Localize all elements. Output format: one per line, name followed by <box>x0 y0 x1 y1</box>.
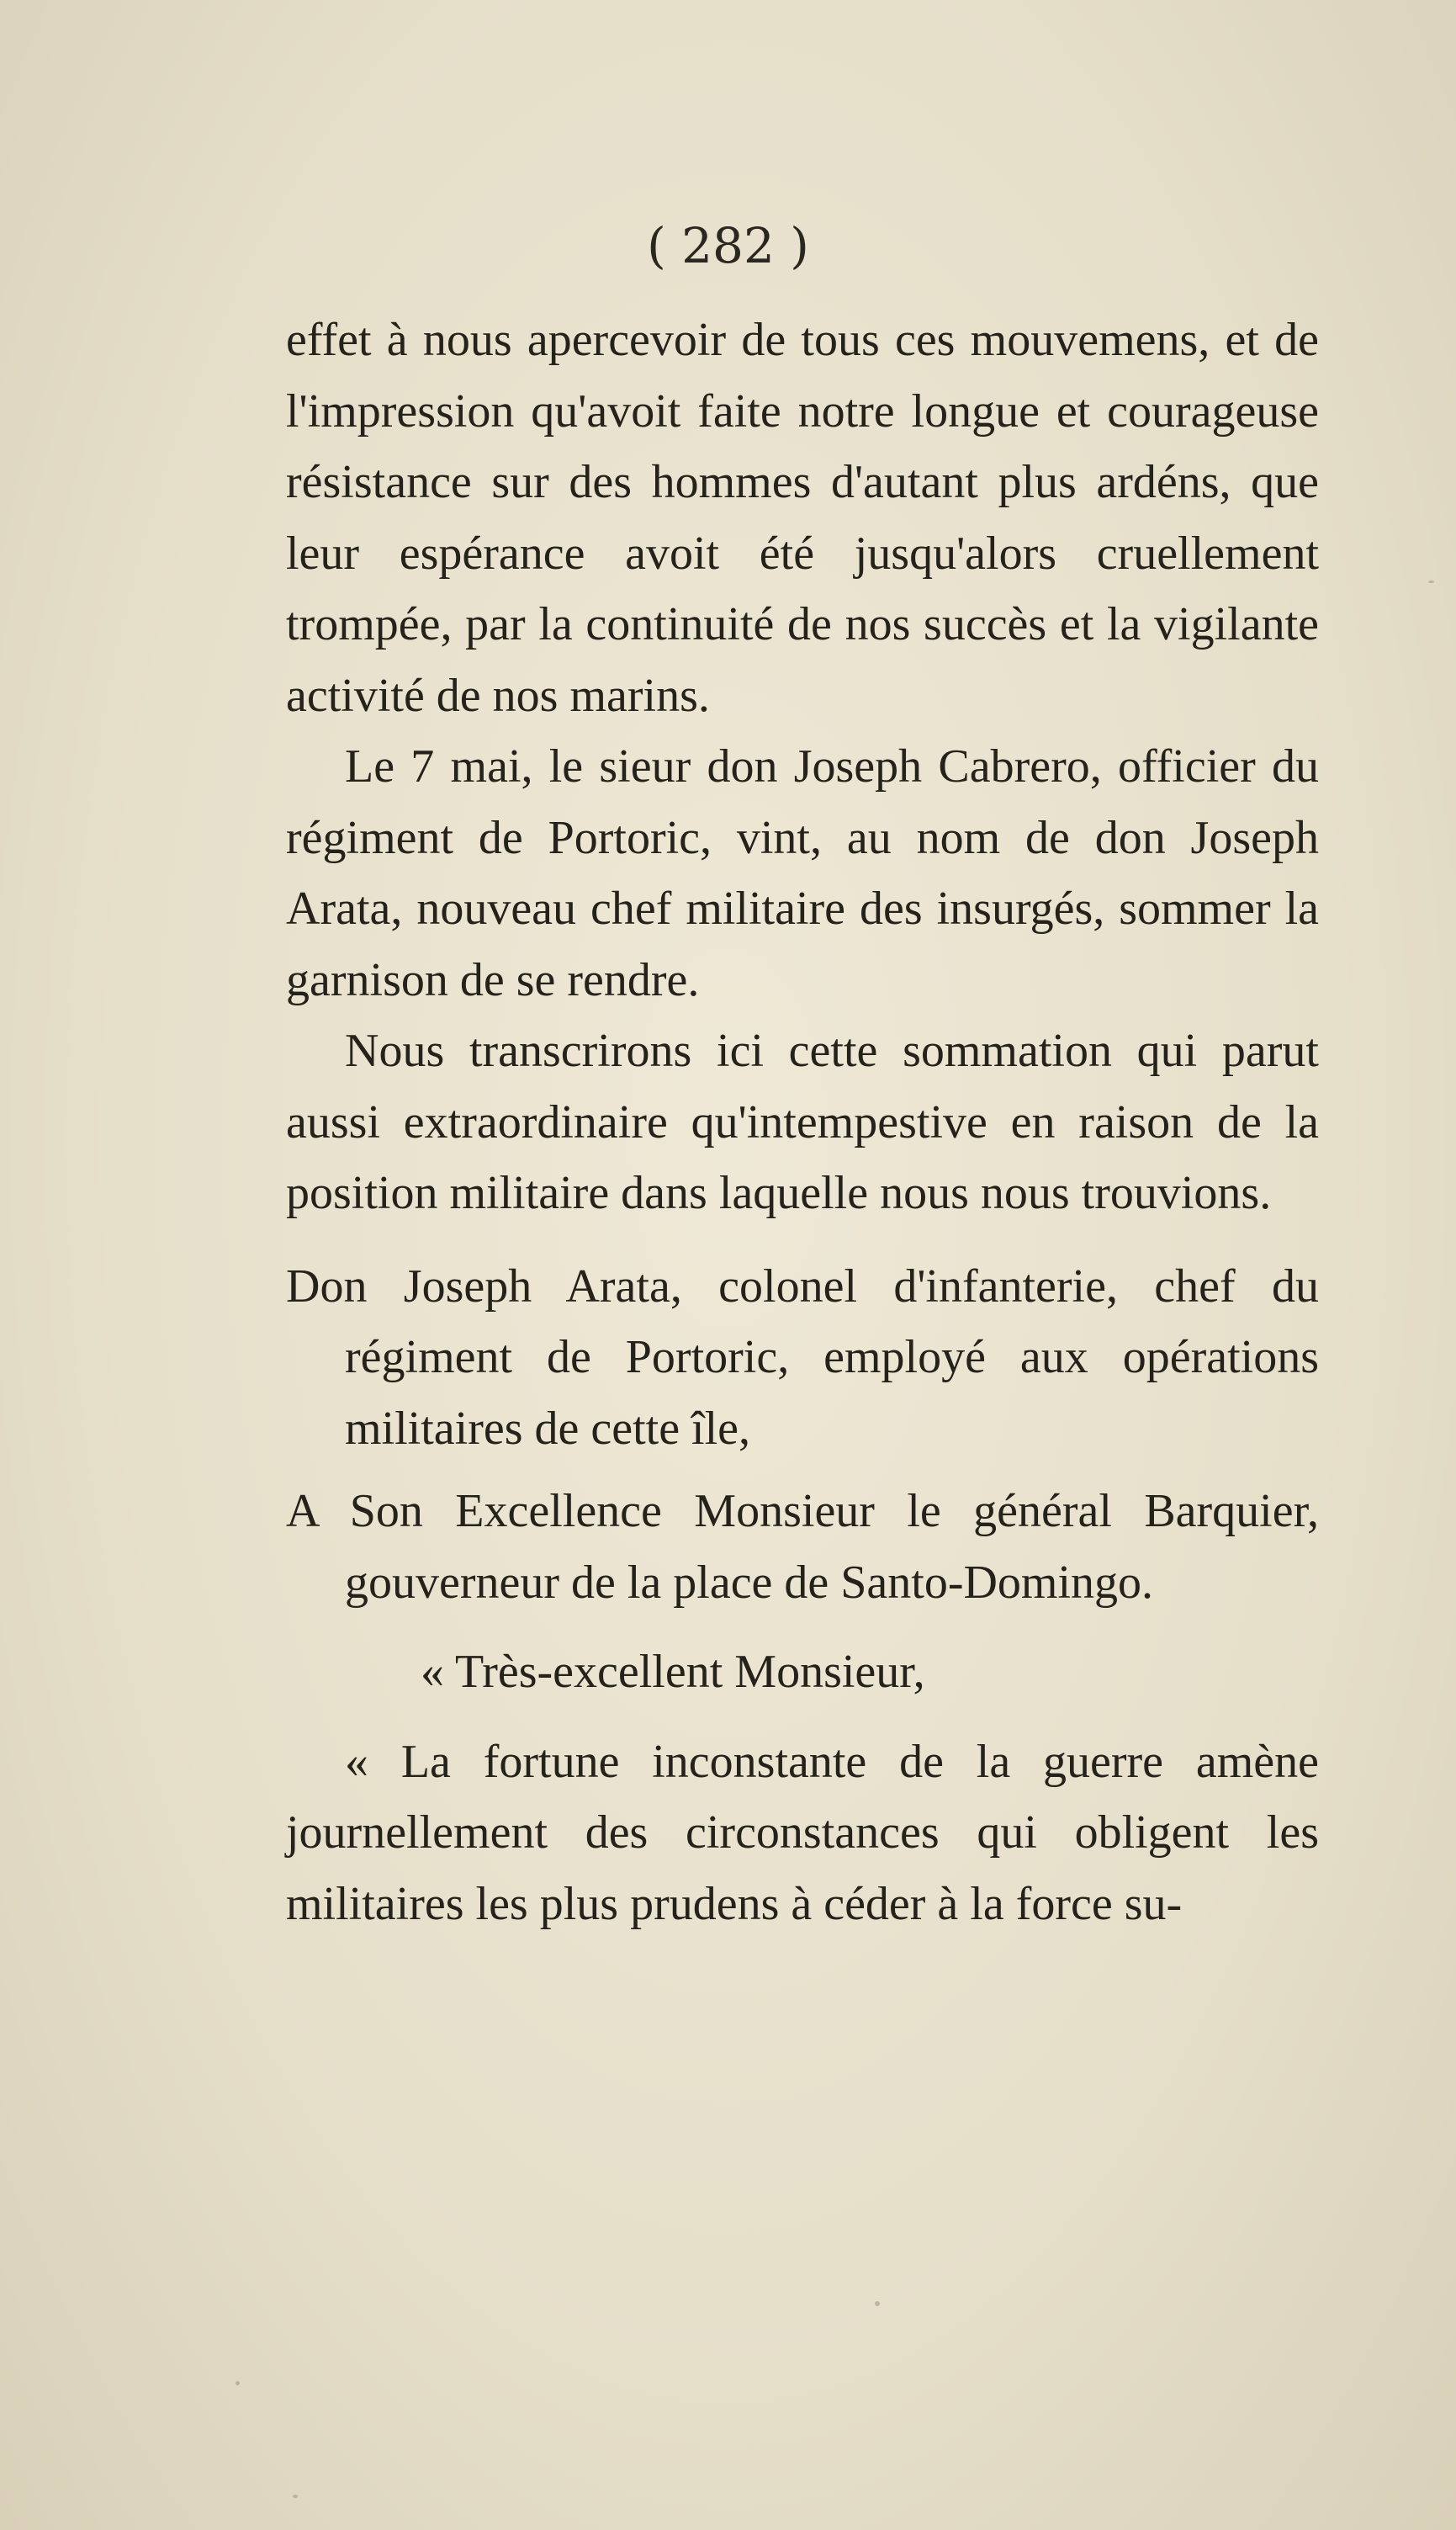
paragraph-continuation: effet à nous apercevoir de tous ces mouvemens, et de l'impression qu'avoit faite notre longue et courageuse résistance sur des hommes d'autant plus ardéns, que leur espérance avoit été jusqu'alors cruellement trompée, par la continuité de nos succès et la vigilante activité de nos marins. <box>286 314 1319 722</box>
letter-sender: Don Joseph Arata, colonel d'infanterie, chef du régiment de Portoric, employé aux opérations militaires de cette île, <box>286 1260 1319 1455</box>
paper-speck <box>1428 581 1434 583</box>
letter-salutation: « Très-excellent Monsieur, <box>421 1646 925 1698</box>
paper-speck <box>875 2301 880 2306</box>
paper-speck <box>236 2381 240 2385</box>
paragraph-cabrero: Le 7 mai, le sieur don Joseph Cabrero, officier du régiment de Portoric, vint, au nom de don Joseph Arata, nouveau chef militaire des insurgés, sommer la garnison de se rendre. <box>286 740 1319 1006</box>
letter-body: « La fortune inconstante de la guerre amène journellement des circonstances qui obligent les militaires les plus prudens à céder à la force su- <box>286 1735 1319 1930</box>
page-text <box>286 305 1319 1939</box>
page-number: ( 282 ) <box>647 217 809 274</box>
letter-recipient: A Son Excellence Monsieur le général Barquier, gouverneur de la place de Santo-Domingo. <box>286 1485 1319 1609</box>
paper-speck <box>293 2495 298 2498</box>
paragraph-sommation: Nous transcrirons ici cette sommation qui parut aussi extraordinaire qu'intempestive en raison de la position militaire dans laquelle nous nous trouvions. <box>286 1025 1319 1219</box>
